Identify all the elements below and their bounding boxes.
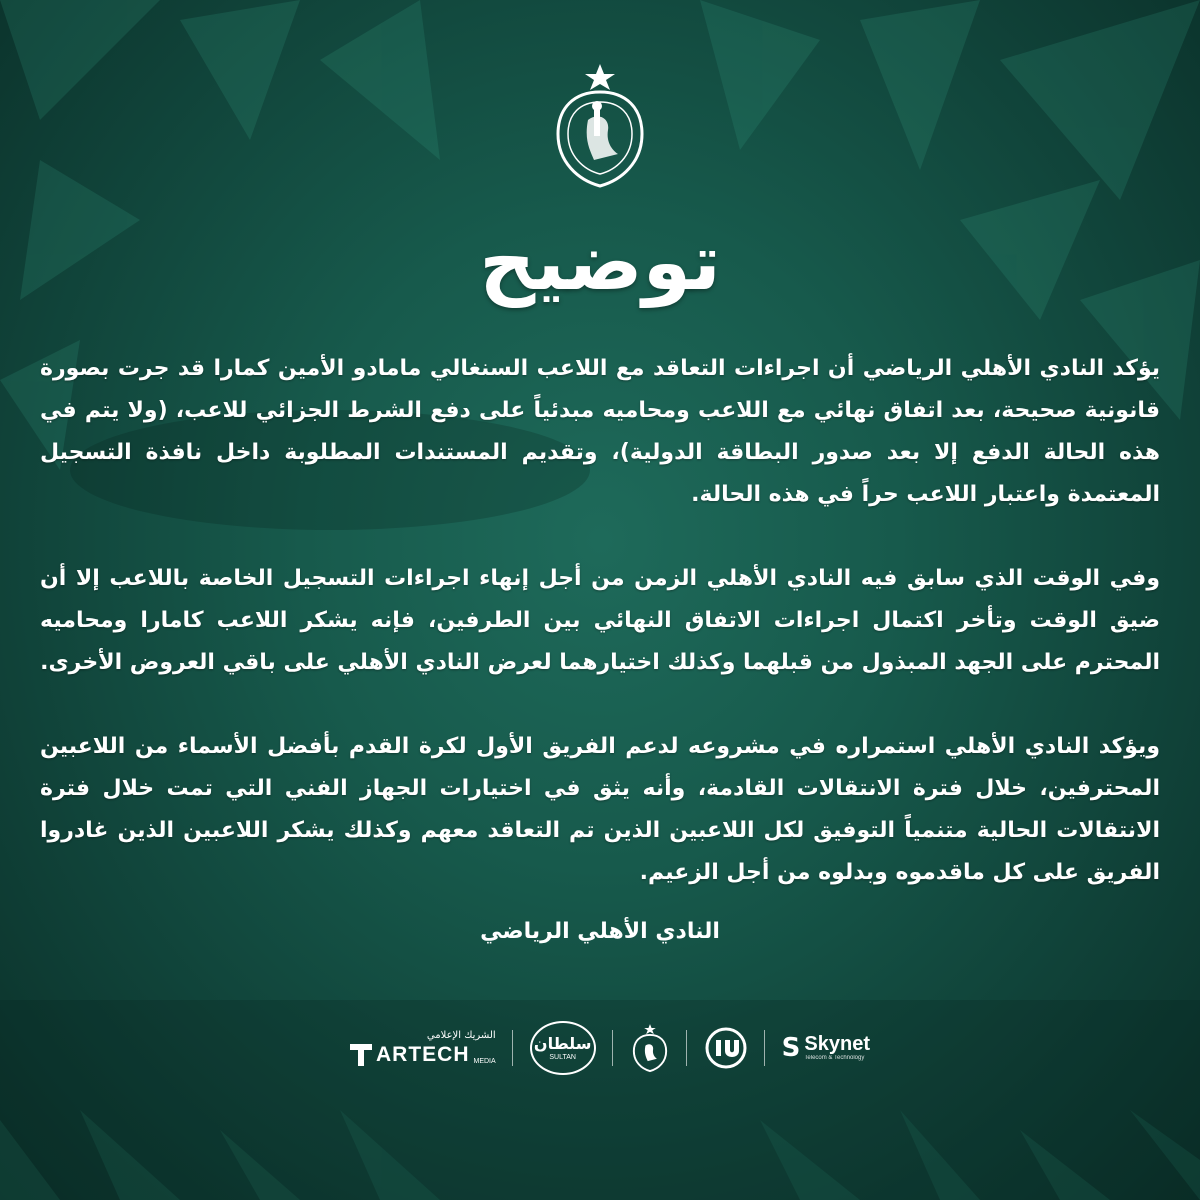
separator [512,1030,513,1066]
artech-sub: MEDIA [473,1058,496,1065]
skynet-tagline: Telecom & Technology [804,1055,865,1061]
statement-paragraph: يؤكد النادي الأهلي الرياضي أن اجراءات التعاقد مع اللاعب السنغالي مامادو الأمين كمارا قد جرت بصورة قانونية صحيحة، بعد اتفاق نهائي مع اللاعب ومحاميه مبدئياً على دفع الشرط الجزائي للاعب، (ولا يتم في هذه الحالة الدفع إلا بعد صدور البطاقة الدولية)، وتقديم المستندات المطلوبة داخل نافذة التسجيل المعتمدة واعتبار اللاعب حراً في هذه الحالة. [40,356,1160,507]
club-crest-icon [548,62,652,190]
statement-paragraph: ويؤكد النادي الأهلي استمراره في مشروعه لدعم الفريق الأول لكرة القدم بأفضل الأسماء من اللاعبين المحترفين، خلال فترة الانتقالات القادمة، وأنه يثق في اختيارات الجهاز الفني التي تمت خلال فترة الانتقالات الحالية متنمياً التوفيق لكل اللاعبين الذين تم التعاقد معهم وكذلك يشكر اللاعبين الذين غادروا الفريق على كل ماقدموه وبدلوه من أجل الزعيم. [40,734,1160,885]
artech-logo-icon [350,1044,372,1066]
artech-logo [350,1030,496,1066]
sultan-logo [530,1021,596,1075]
separator [612,1030,613,1066]
skynet-logo-icon: S [781,1033,801,1063]
signature: النادي الأهلي الرياضي [480,919,720,944]
separator [764,1030,765,1066]
artech-brand-row [350,1044,496,1066]
sponsor-bar [350,1018,870,1078]
iu-logo [704,1026,748,1070]
club-logo [630,1022,670,1074]
club-crest [548,62,652,190]
iu-logo-icon [704,1026,748,1070]
artech-name: ARTECH [376,1043,470,1066]
skynet-logo [782,1034,870,1062]
star-icon [585,64,615,90]
skynet-wordmark [804,1034,870,1062]
separator [686,1030,687,1066]
statement-body [40,348,1160,894]
statement-paragraph: وفي الوقت الذي سابق فيه النادي الأهلي الزمن من أجل إنهاء اجراءات التسجيل الخاصة باللاعب إلا أن ضيق الوقت وتأخر اكتمال اجراءات الاتفاق النهائي بين الطرفين، فإنه يشكر اللاعب كامارا ومحاميه المحترم على الجهد المبذول من قبلهما وكذلك اختيارهما لعرض النادي الأهلي على باقي العروض الأخرى. [40,566,1160,675]
page-title: توضيح [479,218,721,308]
sultan-english: SULTAN [549,1053,576,1061]
skynet-name: Skynet [804,1033,870,1055]
sultan-arabic: سلطان [533,1033,592,1053]
media-partner-label: الشريك الإعلامي [426,1030,496,1041]
club-crest-icon [630,1022,670,1074]
